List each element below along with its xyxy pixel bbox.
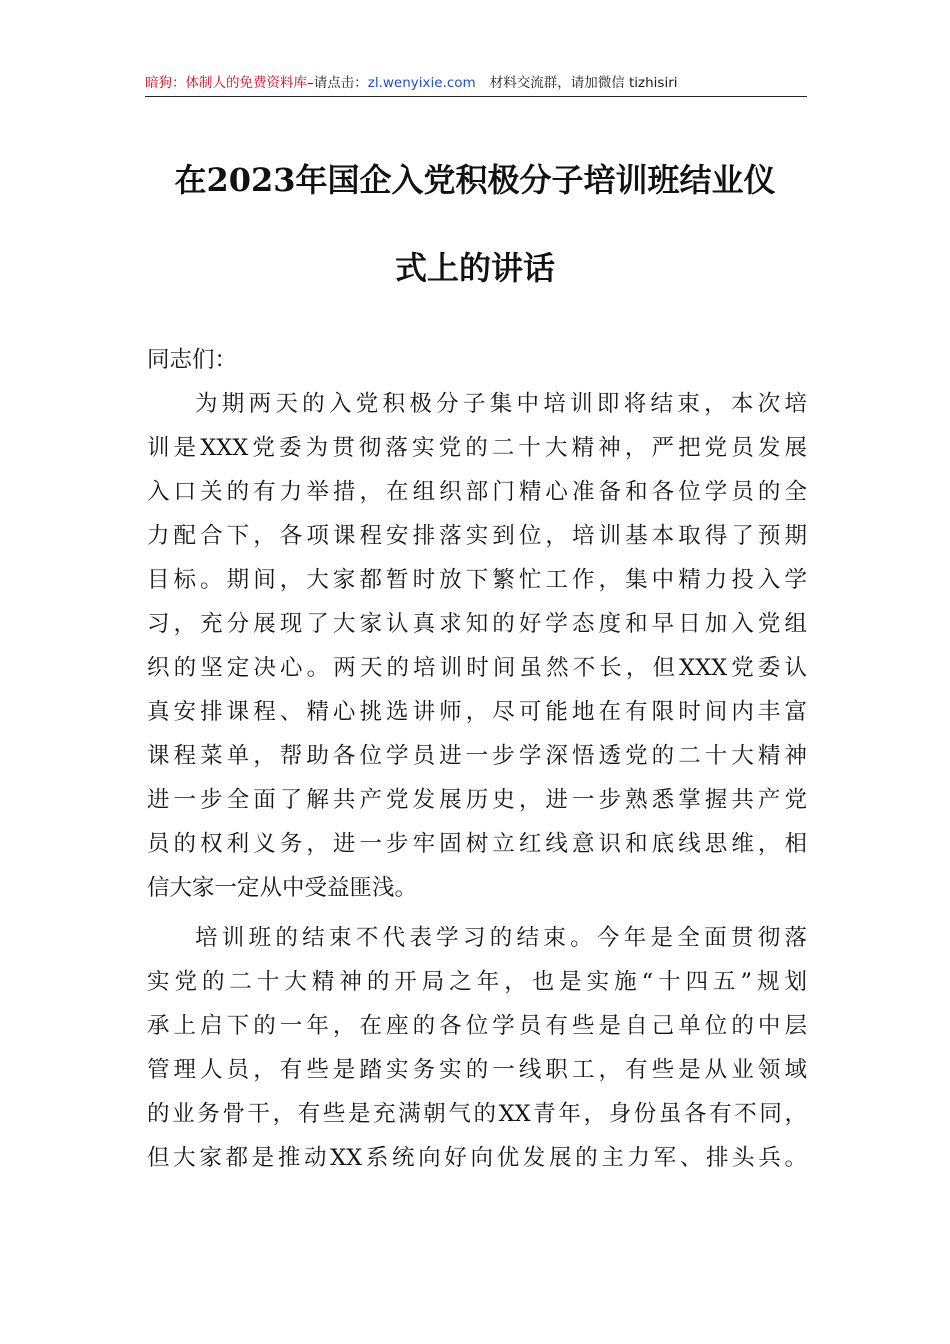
paragraph-2-line: 实党的二十大精神的开局之年，也是实施“十四五”规划: [147, 969, 807, 995]
header-group-note: 材料交流群，请加微信 tizhisiri: [489, 75, 678, 91]
paragraph-2-line: 但大家都是推动XX系统向好向优发展的主力军、排头兵。: [147, 1145, 807, 1171]
paragraph-1-line: 员的权利义务，进一步牢固树立红线意识和底线思维，相: [147, 831, 807, 857]
paragraph-2-line: 管理人员，有些是踏实务实的一线职工，有些是从业领域: [147, 1057, 807, 1083]
paragraph-1-line: 力配合下，各项课程安排落实到位，培训基本取得了预期: [147, 523, 807, 549]
paragraph-1-line: 训是XXX党委为贯彻落实党的二十大精神，严把党员发展: [147, 435, 807, 461]
paragraph-2-line: 承上启下的一年，在座的各位学员有些是自己单位的中层: [147, 1013, 807, 1039]
paragraph-1-line: 课程菜单，帮助各位学员进一步学深悟透党的二十大精神: [147, 743, 807, 769]
header-click-prompt: –请点击：: [307, 75, 368, 91]
paragraph-1-line: 织的坚定决心。两天的培训时间虽然不长，但XXX党委认: [147, 655, 807, 681]
paragraph-1-line: 为期两天的入党积极分子集中培训即将结束，本次培: [195, 391, 807, 417]
promo-header: [145, 70, 807, 97]
paragraph-1-line: 进一步全面了解共产党发展历史，进一步熟悉掌握共产党: [147, 787, 807, 813]
paragraph-1-line: 目标。期间，大家都暂时放下繁忙工作，集中精力投入学: [147, 567, 807, 593]
paragraph-1-line: 信大家一定从中受益匪浅。: [147, 875, 418, 901]
document-title-line-1: 在2023年国企入党积极分子培训班结业仪: [174, 161, 776, 199]
paragraph-2-line: 培训班的结束不代表学习的结束。今年是全面贯彻落: [195, 925, 807, 951]
paragraph-2-line: 的业务骨干，有些是充满朝气的XX青年，身份虽各有不同，: [147, 1101, 807, 1127]
document-title-line-2: 式上的讲话: [394, 249, 555, 287]
paragraph-1-line: 习，充分展现了大家认真求知的好学态度和早日加入党组: [147, 611, 807, 637]
paragraph-1-line: 入口关的有力举措，在组织部门精心准备和各位学员的全: [147, 479, 807, 505]
header-site-name: 暗狗：体制人的免费资料库: [145, 75, 307, 91]
header-url-link[interactable]: zl.wenyixie.com: [367, 75, 476, 91]
salutation: 同志们：: [147, 347, 238, 373]
paragraph-1-line: 真安排课程、精心挑选讲师，尽可能地在有限时间内丰富: [147, 699, 807, 725]
